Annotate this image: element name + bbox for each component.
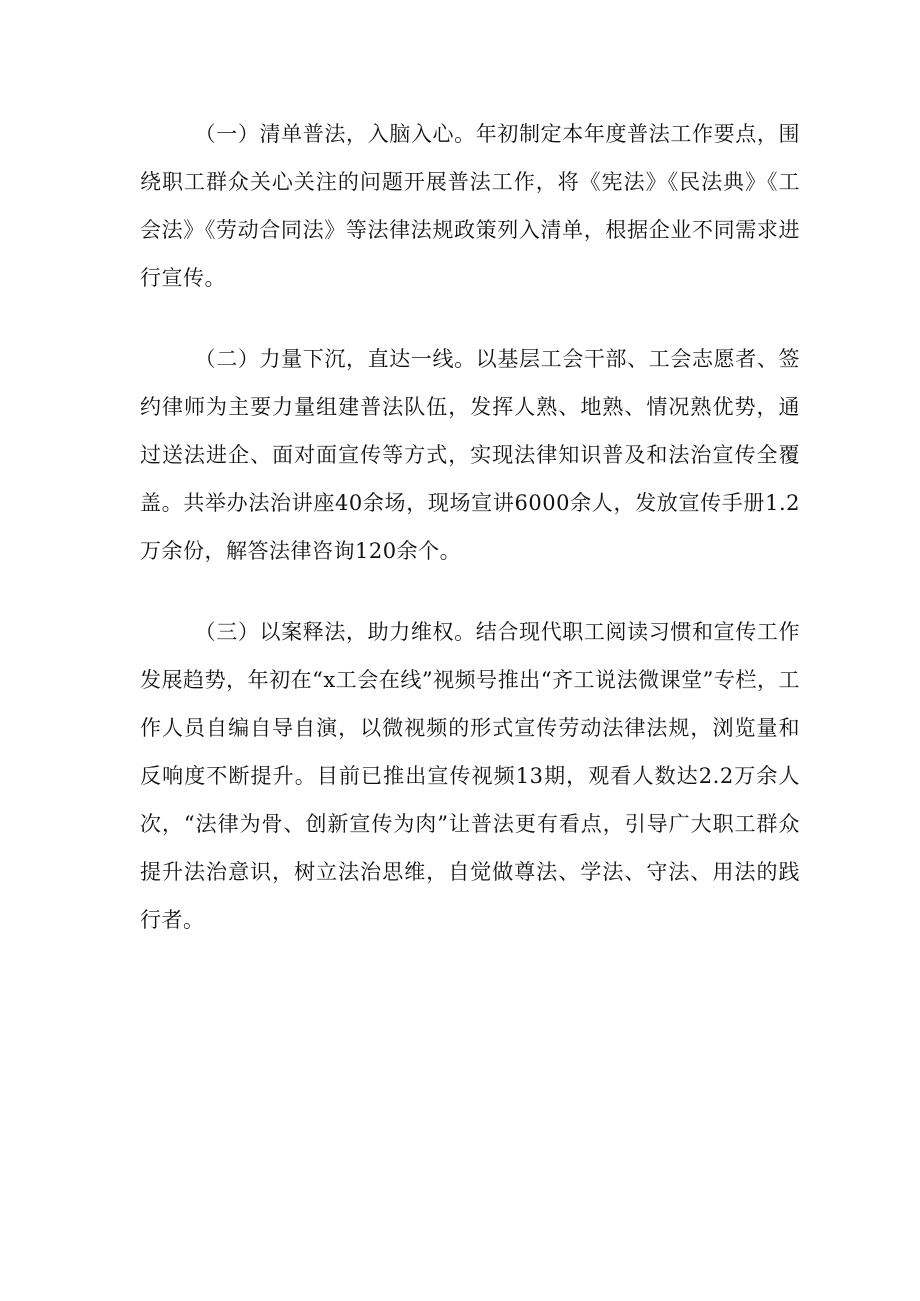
document-body	[140, 110, 800, 977]
paragraph-1: （一）清单普法，入脑入心。年初制定本年度普法工作要点，围绕职工群众关心关注的问题开展普法工作，将《宪法》《民法典》《工会法》《劳动合同法》等法律法规政策列入清单，根据企业不同需求进行宣传。	[140, 122, 800, 290]
paragraph-3: （三）以案释法，助力维权。结合现代职工阅读习惯和宣传工作发展趋势，年初在“x工会在线”视频号推出“齐工说法微课堂”专栏，工作人员自编自导自演，以微视频的形式宣传劳动法律法规，浏览量和反响度不断提升。目前已推出宣传视频13期，观看人数达2.2万余人次，“法律为骨、创新宣传为肉”让普法更有看点，引导广大职工群众提升法治意识，树立法治思维，自觉做尊法、学法、守法、用法的践行者。	[140, 620, 800, 932]
paragraph-2: （二）力量下沉，直达一线。以基层工会干部、工会志愿者、签约律师为主要力量组建普法队伍，发挥人熟、地熟、情况熟优势，通过送法进企、面对面宣传等方式，实现法律知识普及和法治宣传全覆盖。共举办法治讲座40余场，现场宣讲6000余人，发放宣传手册1.2万余份，解答法律咨询120余个。	[140, 347, 800, 563]
